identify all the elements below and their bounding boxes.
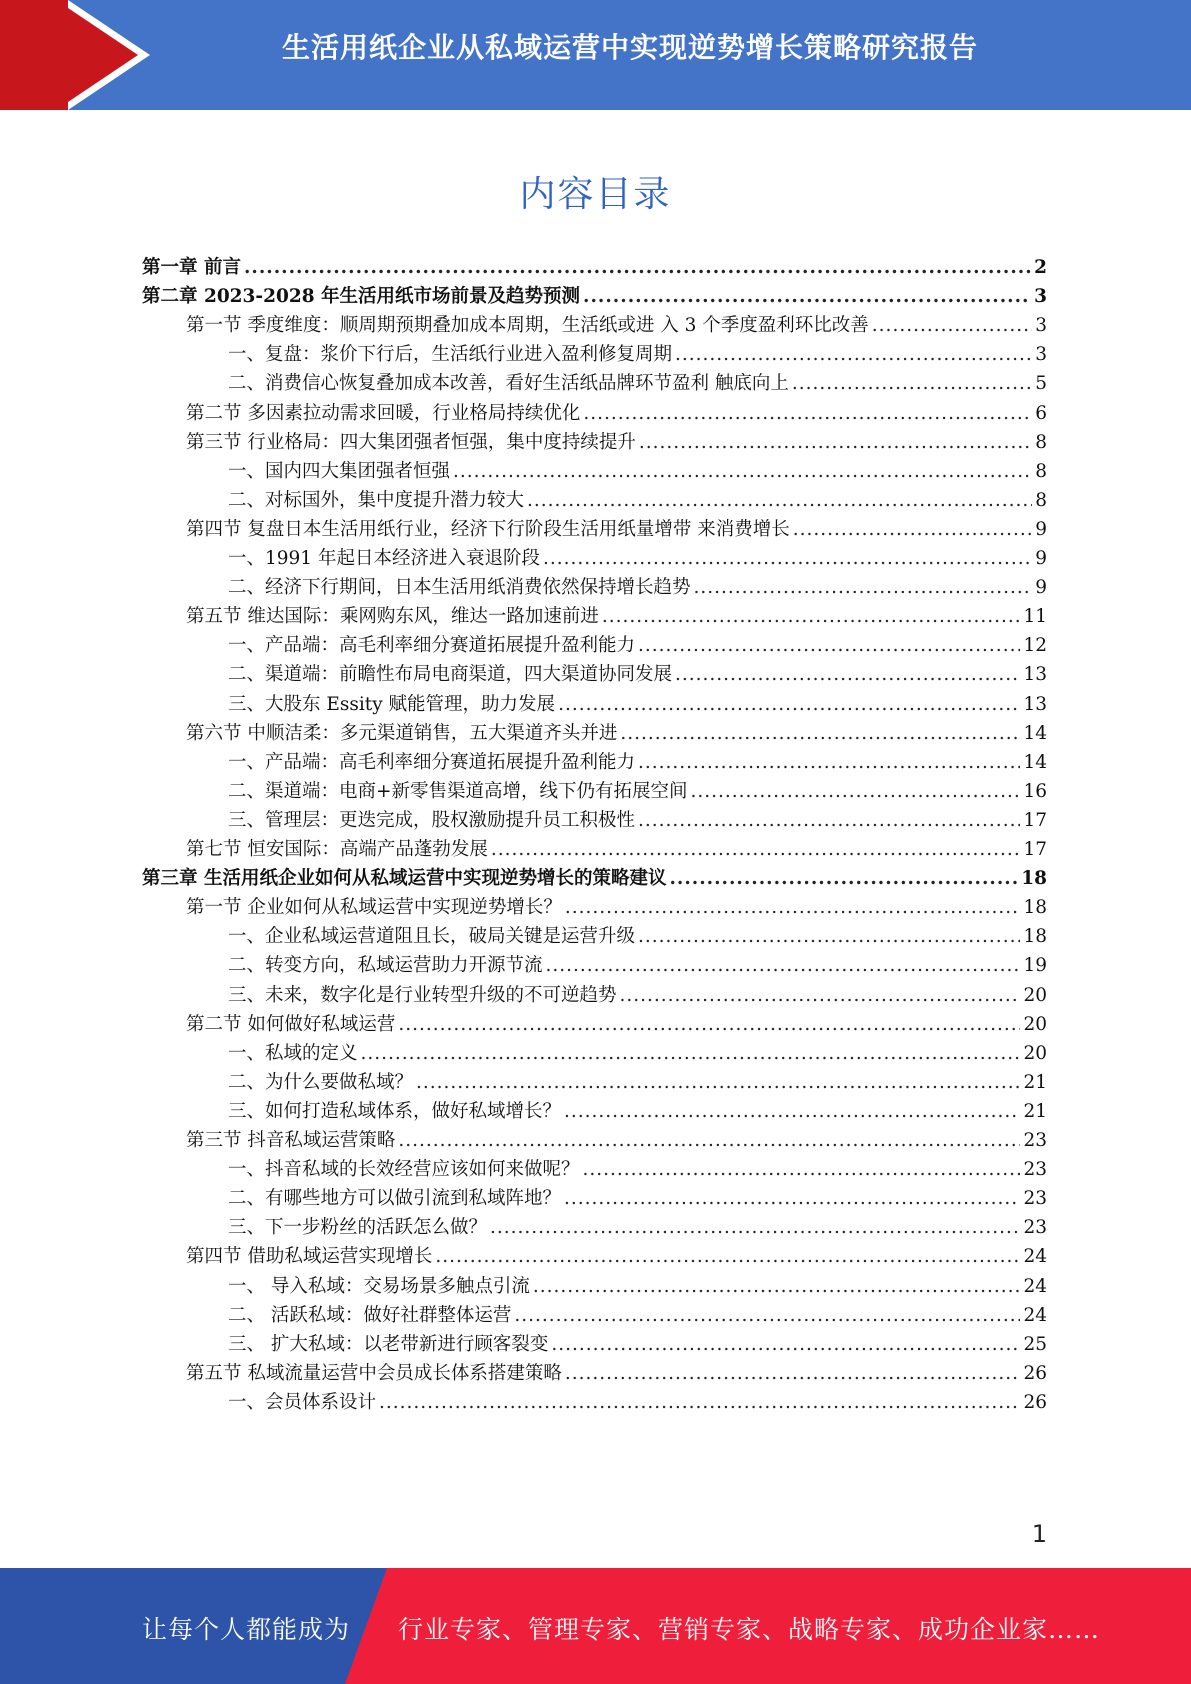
toc-entry-label: 第一章 前言 — [142, 257, 241, 278]
toc-entry-page: 23 — [1023, 1188, 1047, 1210]
toc-entry-page: 18 — [1023, 926, 1047, 948]
toc-entry[interactable] — [186, 1013, 1047, 1037]
toc-entry-label: 二、有哪些地方可以做引流到私域阵地？ — [228, 1188, 562, 1210]
toc-leader-dots — [602, 605, 1021, 629]
toc-entry-label: 二、消费信心恢复叠加成本改善，看好生活纸品牌环节盈利 触底向上 — [228, 373, 789, 395]
toc-leader-dots — [379, 1391, 1020, 1415]
toc-entry-page: 18 — [1023, 897, 1047, 919]
toc-entry-label: 第六节 中顺洁柔：多元渠道销售，五大渠道齐头并进 — [186, 722, 618, 744]
toc-leader-dots — [638, 925, 1020, 949]
toc-entry-page: 14 — [1023, 751, 1047, 773]
toc-entry[interactable] — [186, 896, 1047, 920]
toc-entry-page: 12 — [1023, 635, 1047, 657]
toc-entry-page: 26 — [1023, 1362, 1047, 1384]
toc-entry[interactable] — [228, 1187, 1047, 1211]
toc-leader-dots — [620, 984, 1021, 1008]
toc-leader-dots — [620, 722, 1020, 746]
toc-entry-label: 三、如何打造私域体系，做好私域增长？ — [228, 1100, 562, 1122]
toc-leader-dots — [490, 1216, 1020, 1240]
toc-entry-page: 24 — [1023, 1275, 1047, 1297]
toc-leader-dots — [491, 838, 1021, 862]
toc-entry[interactable] — [228, 1333, 1047, 1357]
toc-entry-page: 8 — [1035, 489, 1047, 511]
toc-leader-dots — [416, 1071, 1020, 1095]
toc-leader-dots — [551, 1333, 1020, 1357]
toc-entry-label: 一、复盘：浆价下行后，生活纸行业进入盈利修复周期 — [228, 344, 673, 366]
toc-entry-label: 第三章 生活用纸企业如何从私域运营中实现逆势增长的策略建议 — [142, 868, 667, 890]
toc-entry[interactable] — [186, 431, 1047, 455]
toc-leader-dots — [583, 1158, 1021, 1182]
toc-leader-dots — [543, 547, 1032, 571]
toc-entry-page: 20 — [1023, 1013, 1047, 1035]
toc-entry-page: 6 — [1035, 402, 1047, 424]
toc-entry[interactable] — [186, 605, 1047, 629]
header-red-block — [0, 0, 68, 110]
toc-entry-label: 二、渠道端：前瞻性布局电商渠道，四大渠道协同发展 — [228, 664, 673, 686]
toc-entry-label: 第一节 季度维度：顺周期预期叠加成本周期，生活纸或进 入 3 个季度盈利环比改善 — [186, 315, 869, 337]
toc-entry-label: 三、未来，数字化是行业转型升级的不可逆趋势 — [228, 984, 617, 1006]
toc-entry-label: 第二节 多因素拉动需求回暖，行业格局持续优化 — [186, 402, 581, 424]
toc-entry[interactable] — [228, 751, 1047, 775]
toc-entry-label: 第二节 如何做好私域运营 — [186, 1013, 396, 1035]
toc-entry[interactable] — [228, 1216, 1047, 1240]
toc-entry[interactable] — [228, 1042, 1047, 1066]
toc-entry-page: 19 — [1023, 955, 1047, 977]
footer-blue-tip — [345, 1568, 387, 1684]
toc-entry[interactable] — [228, 925, 1047, 949]
toc-entry-label: 二、对标国外，集中度提升潜力较大 — [228, 489, 525, 511]
toc-entry-page: 8 — [1035, 431, 1047, 453]
toc-entry-label: 二、转变方向，私域运营助力开源节流 — [228, 955, 543, 977]
toc-entry-label: 第二章 2023-2028 年生活用纸市场前景及趋势预测 — [142, 286, 581, 308]
toc-entry[interactable] — [228, 372, 1047, 396]
toc-entry-label: 二、为什么要做私域？ — [228, 1071, 414, 1093]
toc-entry[interactable] — [186, 1362, 1047, 1386]
toc-entry[interactable] — [228, 489, 1047, 513]
toc-entry-page: 16 — [1023, 780, 1047, 802]
toc-entry-label: 第七节 恒安国际：高端产品蓬勃发展 — [186, 839, 488, 860]
toc-entry-page: 23 — [1023, 1130, 1047, 1151]
toc-leader-dots — [546, 954, 1021, 978]
toc-leader-dots — [558, 693, 1020, 717]
header-banner — [0, 0, 1191, 110]
toc-entry[interactable] — [228, 1100, 1047, 1124]
toc-entry-page: 21 — [1023, 1100, 1047, 1122]
toc-entry-page: 13 — [1023, 693, 1047, 715]
toc-entry-page: 20 — [1023, 1042, 1047, 1064]
toc-entry-page: 17 — [1023, 809, 1047, 831]
toc-leader-dots — [638, 809, 1020, 833]
toc-entry-label: 第四节 借助私域运营实现增长 — [186, 1246, 433, 1268]
toc-leader-dots — [691, 780, 1021, 804]
toc-leader-dots — [398, 1013, 1020, 1037]
toc-leader-dots — [675, 343, 1032, 367]
toc-entry-page: 26 — [1023, 1391, 1047, 1413]
toc-title: 内容目录 — [519, 174, 672, 215]
toc-leader-dots — [583, 402, 1032, 426]
toc-entry[interactable] — [142, 256, 1047, 280]
toc-entry[interactable] — [228, 343, 1047, 367]
toc-entry-page: 9 — [1035, 577, 1047, 599]
footer-banner — [0, 1568, 1191, 1684]
toc-entry[interactable] — [228, 809, 1047, 833]
toc-entry-page: 11 — [1023, 606, 1047, 628]
toc-entry-label: 三、管理层：更迭完成，股权激励提升员工积极性 — [228, 809, 636, 831]
toc-entry-page: 24 — [1023, 1246, 1047, 1268]
toc-entry-label: 第四节 复盘日本生活用纸行业，经济下行阶段生活用纸量增带 来消费增长 — [186, 518, 790, 540]
toc-entry[interactable] — [228, 1275, 1047, 1299]
toc-entry-page: 23 — [1023, 1159, 1047, 1181]
toc-leader-dots — [638, 751, 1020, 775]
toc-entry[interactable] — [142, 285, 1047, 309]
toc-entry[interactable] — [186, 518, 1047, 542]
toc-entry-label: 一、私域的定义 — [228, 1042, 358, 1064]
toc-entry-page: 9 — [1035, 548, 1047, 569]
toc-leader-dots — [564, 1187, 1020, 1211]
toc-entry[interactable] — [186, 402, 1047, 426]
toc-leader-dots — [361, 1042, 1021, 1066]
toc-entry[interactable] — [228, 693, 1047, 717]
toc-entry-page: 24 — [1023, 1304, 1047, 1326]
toc-entry[interactable] — [228, 547, 1047, 571]
toc-entry-page: 9 — [1035, 518, 1047, 540]
toc-entry-page: 3 — [1034, 286, 1047, 308]
toc-leader-dots — [669, 867, 1018, 891]
toc-entry-label: 二、 活跃私域：做好社群整体运营 — [228, 1304, 512, 1326]
toc-entry-page: 5 — [1035, 373, 1047, 395]
toc-entry[interactable] — [228, 954, 1047, 978]
toc-entry-label: 一、产品端：高毛利率细分赛道拓展提升盈利能力 — [228, 751, 636, 773]
toc-entry-label: 二、经济下行期间，日本生活用纸消费依然保持增长趋势 — [228, 577, 691, 599]
toc-entry[interactable] — [186, 722, 1047, 746]
toc-entry-label: 一、 导入私域：交易场景多触点引流 — [228, 1275, 530, 1297]
toc-entry[interactable] — [228, 1071, 1047, 1095]
toc-entry-label: 第五节 维达国际：乘网购东风，维达一路加速前进 — [186, 606, 599, 628]
toc-entry-label: 三、 扩大私域：以老带新进行顾客裂变 — [228, 1333, 549, 1355]
toc-leader-dots — [398, 1129, 1020, 1153]
toc-entry-label: 第三节 抖音私域运营策略 — [186, 1130, 396, 1151]
toc-entry-page: 23 — [1023, 1217, 1047, 1239]
toc-entry[interactable] — [228, 576, 1047, 600]
page-number: 1 — [1031, 1520, 1047, 1548]
toc-entry[interactable] — [228, 1391, 1047, 1415]
toc-leader-dots — [565, 896, 1021, 920]
toc-leader-dots — [514, 1304, 1020, 1328]
toc-leader-dots — [638, 634, 1020, 658]
toc-leader-dots — [793, 518, 1032, 542]
toc-entry[interactable] — [228, 1304, 1047, 1328]
toc-entry[interactable] — [186, 838, 1047, 862]
toc-entry[interactable] — [186, 314, 1047, 338]
toc-entry-label: 第一节 企业如何从私域运营中实现逆势增长？ — [186, 897, 562, 919]
toc-leader-dots — [244, 256, 1031, 280]
toc-entry-page: 8 — [1035, 460, 1047, 482]
footer-slogan-left: 让每个人都能成为 — [142, 1615, 351, 1644]
toc-entry[interactable] — [228, 460, 1047, 484]
toc-entry-page: 3 — [1035, 344, 1047, 366]
toc-entry-label: 一、会员体系设计 — [228, 1391, 377, 1413]
toc-entry-label: 一、国内四大集团强者恒强 — [228, 460, 451, 482]
toc-entry[interactable] — [228, 1158, 1047, 1182]
toc-entry-label: 第三节 行业格局：四大集团强者恒强，集中度持续提升 — [186, 431, 636, 453]
toc-leader-dots — [533, 1275, 1021, 1299]
toc-leader-dots — [675, 663, 1020, 687]
toc-entry-label: 一、1991 年起日本经济进入衰退阶段 — [228, 548, 540, 569]
toc-leader-dots — [792, 372, 1032, 396]
toc-entry-page: 13 — [1023, 664, 1047, 686]
toc-entry-label: 一、企业私域运营道阻且长，破局关键是运营升级 — [228, 926, 636, 948]
toc-entry[interactable] — [228, 780, 1047, 804]
footer-slogan-right: 行业专家、管理专家、营销专家、战略专家、成功企业家…… — [398, 1615, 1101, 1644]
toc-entry-page: 21 — [1023, 1071, 1047, 1093]
toc-entry-page: 2 — [1034, 257, 1047, 278]
toc-entry[interactable] — [142, 867, 1047, 891]
toc-entry-page: 20 — [1023, 984, 1047, 1006]
toc-entry[interactable] — [228, 984, 1047, 1008]
toc-entry-label: 第五节 私域流量运营中会员成长体系搭建策略 — [186, 1362, 562, 1384]
report-title: 生活用纸企业从私域运营中实现逆势增长策略研究报告 — [281, 31, 978, 64]
toc-entry-label: 一、抖音私域的长效经营应该如何来做呢？ — [228, 1159, 580, 1181]
toc-entry-label: 三、下一步粉丝的活跃怎么做？ — [228, 1217, 488, 1239]
toc-entry-page: 14 — [1023, 722, 1047, 744]
toc-leader-dots — [565, 1362, 1021, 1386]
toc-entry-page: 17 — [1023, 839, 1047, 860]
toc-entry-page: 3 — [1035, 315, 1047, 337]
toc-leader-dots — [872, 314, 1032, 338]
toc-leader-dots — [639, 431, 1032, 455]
toc-entry-page: 25 — [1023, 1333, 1047, 1355]
toc-entry-label: 二、渠道端：电商+新零售渠道高增，线下仍有拓展空间 — [228, 780, 688, 802]
toc-leader-dots — [583, 285, 1031, 309]
toc-entry-page: 18 — [1021, 868, 1047, 890]
toc-entry[interactable] — [228, 634, 1047, 658]
toc-leader-dots — [564, 1100, 1020, 1124]
toc-leader-dots — [527, 489, 1032, 513]
toc-leader-dots — [435, 1245, 1020, 1269]
toc-leader-dots — [694, 576, 1033, 600]
toc-leader-dots — [453, 460, 1032, 484]
toc-entry[interactable] — [186, 1245, 1047, 1269]
toc-entry[interactable] — [186, 1129, 1047, 1153]
toc-entry-label: 一、产品端：高毛利率细分赛道拓展提升盈利能力 — [228, 635, 636, 657]
toc-entry-label: 三、大股东 Essity 赋能管理，助力发展 — [228, 693, 556, 715]
toc-entry[interactable] — [228, 663, 1047, 687]
header-arrow-inner — [68, 8, 138, 102]
